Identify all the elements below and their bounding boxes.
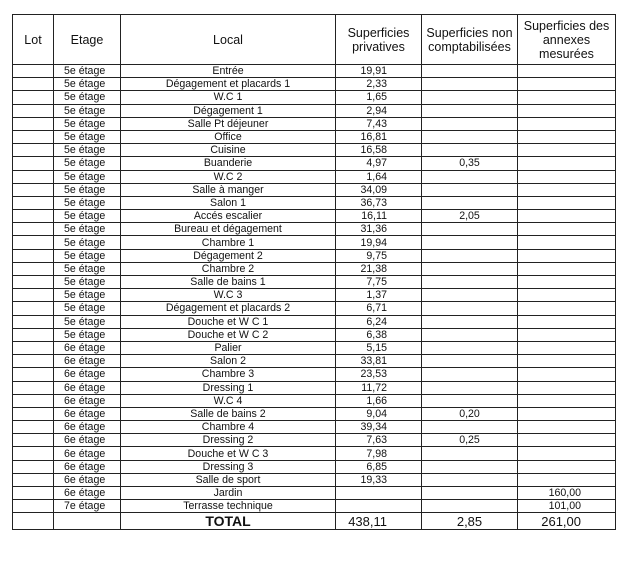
lot-cell — [13, 394, 54, 407]
lot-cell — [13, 196, 54, 209]
annexes-cell — [518, 130, 616, 143]
non-comptabilisees-cell — [422, 368, 518, 381]
annexes-cell — [518, 183, 616, 196]
privatives-cell: 19,91 — [336, 65, 422, 78]
non-comptabilisees-cell — [422, 473, 518, 486]
privatives-cell: 7,98 — [336, 447, 422, 460]
privatives-cell: 23,53 — [336, 368, 422, 381]
lot-cell — [13, 183, 54, 196]
non-comptabilisees-cell — [422, 328, 518, 341]
lot-cell — [13, 65, 54, 78]
non-comptabilisees-cell — [422, 183, 518, 196]
table-row — [13, 460, 616, 473]
privatives-cell: 7,75 — [336, 276, 422, 289]
local-cell: Dégagement et placards 1 — [121, 78, 336, 91]
privatives-cell: 7,43 — [336, 117, 422, 130]
annexes-cell — [518, 407, 616, 420]
annexes-cell — [518, 249, 616, 262]
non-comptabilisees-cell — [422, 223, 518, 236]
privatives-cell — [336, 487, 422, 500]
table-row — [13, 210, 616, 223]
local-cell: Chambre 1 — [121, 236, 336, 249]
table-row — [13, 104, 616, 117]
privatives-cell: 9,75 — [336, 249, 422, 262]
annexes-cell — [518, 302, 616, 315]
non-comptabilisees-cell — [422, 355, 518, 368]
privatives-cell: 2,33 — [336, 78, 422, 91]
annexes-cell — [518, 91, 616, 104]
table-row — [13, 78, 616, 91]
table-row — [13, 276, 616, 289]
annexes-cell — [518, 117, 616, 130]
annexes-cell — [518, 381, 616, 394]
etage-cell: 6e étage — [54, 381, 121, 394]
etage-cell: 6e étage — [54, 473, 121, 486]
lot-cell — [13, 262, 54, 275]
non-comptabilisees-cell: 0,25 — [422, 434, 518, 447]
table-row — [13, 394, 616, 407]
table-row — [13, 183, 616, 196]
annexes-cell — [518, 144, 616, 157]
total-annexes: 261,00 — [518, 513, 616, 530]
privatives-cell: 1,66 — [336, 394, 422, 407]
privatives-cell: 2,94 — [336, 104, 422, 117]
local-cell: Chambre 4 — [121, 421, 336, 434]
non-comptabilisees-cell — [422, 315, 518, 328]
local-cell: Douche et W C 3 — [121, 447, 336, 460]
header-non-comptabilisees: Superficies non comptabilisées — [422, 15, 518, 65]
privatives-cell: 39,34 — [336, 421, 422, 434]
non-comptabilisees-cell — [422, 104, 518, 117]
non-comptabilisees-cell — [422, 196, 518, 209]
local-cell: Office — [121, 130, 336, 143]
annexes-cell — [518, 223, 616, 236]
table-row — [13, 262, 616, 275]
table-row — [13, 355, 616, 368]
etage-cell: 6e étage — [54, 460, 121, 473]
surface-table — [12, 14, 616, 530]
annexes-cell — [518, 355, 616, 368]
non-comptabilisees-cell — [422, 487, 518, 500]
lot-cell — [13, 130, 54, 143]
annexes-cell — [518, 262, 616, 275]
total-row — [13, 513, 616, 530]
header-privatives: Superficies privatives — [336, 15, 422, 65]
etage-cell: 5e étage — [54, 104, 121, 117]
etage-cell: 5e étage — [54, 236, 121, 249]
annexes-cell — [518, 236, 616, 249]
table-row — [13, 65, 616, 78]
lot-cell — [13, 117, 54, 130]
local-cell: W.C 2 — [121, 170, 336, 183]
lot-cell — [13, 236, 54, 249]
non-comptabilisees-cell — [422, 341, 518, 354]
privatives-cell: 16,11 — [336, 210, 422, 223]
etage-cell: 5e étage — [54, 65, 121, 78]
table-row — [13, 170, 616, 183]
table-row — [13, 328, 616, 341]
local-cell: Salle de bains 2 — [121, 407, 336, 420]
etage-cell: 5e étage — [54, 117, 121, 130]
etage-cell: 6e étage — [54, 434, 121, 447]
local-cell: Cuisine — [121, 144, 336, 157]
total-etage-cell — [54, 513, 121, 530]
annexes-cell — [518, 210, 616, 223]
table-row — [13, 249, 616, 262]
local-cell: Dressing 2 — [121, 434, 336, 447]
etage-cell: 5e étage — [54, 315, 121, 328]
local-cell: Terrasse technique — [121, 500, 336, 513]
non-comptabilisees-cell — [422, 130, 518, 143]
local-cell: Jardin — [121, 487, 336, 500]
etage-cell: 5e étage — [54, 196, 121, 209]
table-row — [13, 421, 616, 434]
privatives-cell: 9,04 — [336, 407, 422, 420]
privatives-cell: 31,36 — [336, 223, 422, 236]
lot-cell — [13, 328, 54, 341]
non-comptabilisees-cell — [422, 117, 518, 130]
non-comptabilisees-cell — [422, 447, 518, 460]
annexes-cell — [518, 315, 616, 328]
etage-cell: 5e étage — [54, 157, 121, 170]
annexes-cell — [518, 368, 616, 381]
table-row — [13, 91, 616, 104]
annexes-cell — [518, 65, 616, 78]
etage-cell: 5e étage — [54, 183, 121, 196]
table-row — [13, 223, 616, 236]
privatives-cell: 33,81 — [336, 355, 422, 368]
non-comptabilisees-cell: 0,35 — [422, 157, 518, 170]
lot-cell — [13, 144, 54, 157]
table-row — [13, 302, 616, 315]
etage-cell: 6e étage — [54, 355, 121, 368]
annexes-cell — [518, 196, 616, 209]
local-cell: Dégagement 1 — [121, 104, 336, 117]
non-comptabilisees-cell — [422, 249, 518, 262]
table-row — [13, 381, 616, 394]
lot-cell — [13, 500, 54, 513]
local-cell: Salle de bains 1 — [121, 276, 336, 289]
table-row — [13, 289, 616, 302]
local-cell: Dressing 3 — [121, 460, 336, 473]
privatives-cell: 16,81 — [336, 130, 422, 143]
privatives-cell: 6,71 — [336, 302, 422, 315]
etage-cell: 6e étage — [54, 341, 121, 354]
privatives-cell: 1,37 — [336, 289, 422, 302]
lot-cell — [13, 210, 54, 223]
lot-cell — [13, 355, 54, 368]
non-comptabilisees-cell — [422, 460, 518, 473]
local-cell: Accés escalier — [121, 210, 336, 223]
local-cell: Salle Pt déjeuner — [121, 117, 336, 130]
annexes-cell — [518, 394, 616, 407]
annexes-cell: 160,00 — [518, 487, 616, 500]
table-row — [13, 447, 616, 460]
non-comptabilisees-cell: 0,20 — [422, 407, 518, 420]
etage-cell: 5e étage — [54, 328, 121, 341]
etage-cell: 6e étage — [54, 407, 121, 420]
total-non-comptabilisees: 2,85 — [422, 513, 518, 530]
lot-cell — [13, 157, 54, 170]
lot-cell — [13, 315, 54, 328]
lot-cell — [13, 421, 54, 434]
lot-cell — [13, 289, 54, 302]
table-row — [13, 236, 616, 249]
privatives-cell: 1,64 — [336, 170, 422, 183]
annexes-cell — [518, 170, 616, 183]
lot-cell — [13, 302, 54, 315]
non-comptabilisees-cell — [422, 302, 518, 315]
privatives-cell: 11,72 — [336, 381, 422, 394]
privatives-cell: 6,38 — [336, 328, 422, 341]
local-cell: Salon 2 — [121, 355, 336, 368]
lot-cell — [13, 447, 54, 460]
lot-cell — [13, 276, 54, 289]
etage-cell: 6e étage — [54, 487, 121, 500]
non-comptabilisees-cell — [422, 500, 518, 513]
header-local: Local — [121, 15, 336, 65]
lot-cell — [13, 104, 54, 117]
etage-cell: 5e étage — [54, 276, 121, 289]
local-cell: Bureau et dégagement — [121, 223, 336, 236]
table-row — [13, 117, 616, 130]
lot-cell — [13, 249, 54, 262]
privatives-cell: 7,63 — [336, 434, 422, 447]
non-comptabilisees-cell — [422, 65, 518, 78]
local-cell: Buanderie — [121, 157, 336, 170]
local-cell: Dressing 1 — [121, 381, 336, 394]
table-row — [13, 487, 616, 500]
table-row — [13, 315, 616, 328]
total-privatives: 438,11 — [336, 513, 422, 530]
annexes-cell — [518, 276, 616, 289]
lot-cell — [13, 434, 54, 447]
annexes-cell — [518, 460, 616, 473]
header-row — [13, 15, 616, 65]
lot-cell — [13, 341, 54, 354]
header-annexes: Superficies des annexes mesurées — [518, 15, 616, 65]
header-lot: Lot — [13, 15, 54, 65]
table-row — [13, 144, 616, 157]
privatives-cell: 36,73 — [336, 196, 422, 209]
local-cell: Salle de sport — [121, 473, 336, 486]
table-row — [13, 196, 616, 209]
etage-cell: 7e étage — [54, 500, 121, 513]
lot-cell — [13, 78, 54, 91]
privatives-cell: 21,38 — [336, 262, 422, 275]
annexes-cell — [518, 328, 616, 341]
non-comptabilisees-cell — [422, 236, 518, 249]
non-comptabilisees-cell — [422, 144, 518, 157]
local-cell: Douche et W C 2 — [121, 328, 336, 341]
lot-cell — [13, 473, 54, 486]
privatives-cell: 1,65 — [336, 91, 422, 104]
lot-cell — [13, 407, 54, 420]
local-cell: W.C 3 — [121, 289, 336, 302]
etage-cell: 6e étage — [54, 421, 121, 434]
table-row — [13, 407, 616, 420]
annexes-cell — [518, 341, 616, 354]
annexes-cell — [518, 421, 616, 434]
etage-cell: 6e étage — [54, 368, 121, 381]
privatives-cell: 4,97 — [336, 157, 422, 170]
non-comptabilisees-cell — [422, 421, 518, 434]
etage-cell: 5e étage — [54, 249, 121, 262]
local-cell: Palier — [121, 341, 336, 354]
etage-cell: 5e étage — [54, 289, 121, 302]
annexes-cell — [518, 434, 616, 447]
table-body — [13, 65, 616, 513]
table-row — [13, 434, 616, 447]
privatives-cell: 6,85 — [336, 460, 422, 473]
local-cell: Salon 1 — [121, 196, 336, 209]
table-row — [13, 341, 616, 354]
lot-cell — [13, 368, 54, 381]
annexes-cell — [518, 78, 616, 91]
etage-cell: 5e étage — [54, 223, 121, 236]
table-row — [13, 157, 616, 170]
lot-cell — [13, 460, 54, 473]
local-cell: Salle à manger — [121, 183, 336, 196]
annexes-cell: 101,00 — [518, 500, 616, 513]
local-cell: Dégagement 2 — [121, 249, 336, 262]
annexes-cell — [518, 473, 616, 486]
non-comptabilisees-cell — [422, 289, 518, 302]
total-lot-cell — [13, 513, 54, 530]
lot-cell — [13, 170, 54, 183]
etage-cell: 5e étage — [54, 78, 121, 91]
privatives-cell: 5,15 — [336, 341, 422, 354]
annexes-cell — [518, 289, 616, 302]
etage-cell: 5e étage — [54, 144, 121, 157]
etage-cell: 5e étage — [54, 170, 121, 183]
local-cell: Dégagement et placards 2 — [121, 302, 336, 315]
etage-cell: 5e étage — [54, 210, 121, 223]
non-comptabilisees-cell: 2,05 — [422, 210, 518, 223]
non-comptabilisees-cell — [422, 381, 518, 394]
table-row — [13, 500, 616, 513]
lot-cell — [13, 487, 54, 500]
non-comptabilisees-cell — [422, 170, 518, 183]
lot-cell — [13, 223, 54, 236]
lot-cell — [13, 381, 54, 394]
privatives-cell: 19,94 — [336, 236, 422, 249]
etage-cell: 6e étage — [54, 394, 121, 407]
annexes-cell — [518, 157, 616, 170]
local-cell: Douche et W C 1 — [121, 315, 336, 328]
privatives-cell: 16,58 — [336, 144, 422, 157]
total-label: TOTAL — [121, 513, 336, 530]
local-cell: Chambre 2 — [121, 262, 336, 275]
header-etage: Etage — [54, 15, 121, 65]
table-row — [13, 130, 616, 143]
local-cell: Chambre 3 — [121, 368, 336, 381]
privatives-cell: 6,24 — [336, 315, 422, 328]
privatives-cell — [336, 500, 422, 513]
privatives-cell: 19,33 — [336, 473, 422, 486]
local-cell: W.C 1 — [121, 91, 336, 104]
local-cell: Entrée — [121, 65, 336, 78]
non-comptabilisees-cell — [422, 78, 518, 91]
non-comptabilisees-cell — [422, 394, 518, 407]
non-comptabilisees-cell — [422, 262, 518, 275]
non-comptabilisees-cell — [422, 91, 518, 104]
non-comptabilisees-cell — [422, 276, 518, 289]
etage-cell: 5e étage — [54, 91, 121, 104]
privatives-cell: 34,09 — [336, 183, 422, 196]
etage-cell: 5e étage — [54, 302, 121, 315]
annexes-cell — [518, 447, 616, 460]
annexes-cell — [518, 104, 616, 117]
etage-cell: 5e étage — [54, 130, 121, 143]
etage-cell: 6e étage — [54, 447, 121, 460]
table-row — [13, 473, 616, 486]
local-cell: W.C 4 — [121, 394, 336, 407]
lot-cell — [13, 91, 54, 104]
etage-cell: 5e étage — [54, 262, 121, 275]
table-row — [13, 368, 616, 381]
